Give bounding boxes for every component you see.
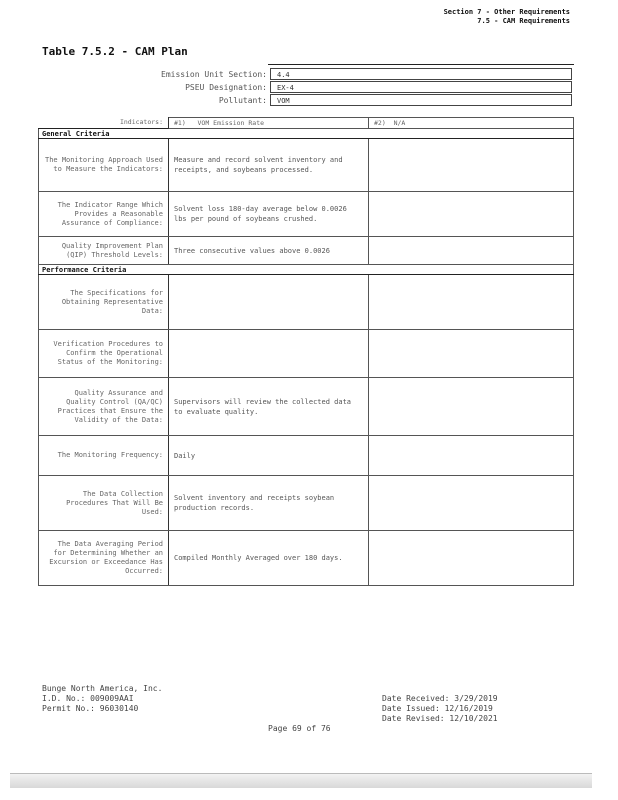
row-label: Quality Assurance and Quality Control (QA/QC) Practices that Ensure the Validity of the Data: <box>39 378 169 436</box>
table-row <box>39 275 574 330</box>
page-title: Table 7.5.2 - CAM Plan <box>42 45 188 58</box>
table-row <box>39 330 574 378</box>
row-value: Measure and record solvent inventory and receipts, and soybeans processed. <box>169 139 369 192</box>
row-value-2 <box>369 476 574 531</box>
row-value-2 <box>369 275 574 330</box>
pseu-label: PSEU Designation: <box>185 83 267 92</box>
pollutant-label: Pollutant: <box>218 96 267 105</box>
performance-criteria-heading: Performance Criteria <box>39 265 574 275</box>
indicators-label: Indicators: <box>39 118 169 129</box>
row-value: Supervisors will review the collected data to evaluate quality. <box>169 378 369 436</box>
row-label: The Monitoring Frequency: <box>39 436 169 476</box>
page-number: Page 69 of 76 <box>268 724 331 733</box>
row-value: Daily <box>169 436 369 476</box>
footer-issued: Date Issued: 12/16/2019 <box>382 704 493 713</box>
footer-company: Bunge North America, Inc. <box>42 684 163 693</box>
general-criteria-heading: General Criteria <box>39 129 574 139</box>
row-value-2 <box>369 139 574 192</box>
footer-revised: Date Revised: 12/10/2021 <box>382 714 498 723</box>
indicator-2-value: N/A <box>393 119 406 127</box>
row-value: Solvent inventory and receipts soybean production records. <box>169 476 369 531</box>
running-header <box>444 8 570 26</box>
indicator-2-number: #2) <box>374 119 386 127</box>
indicator-1 <box>169 118 369 129</box>
header-section: Section 7 - Other Requirements <box>443 8 570 16</box>
table-row <box>39 436 574 476</box>
table-row <box>39 378 574 436</box>
footer-permit: Permit No.: 96030140 <box>42 704 139 713</box>
indicators-row <box>39 118 574 129</box>
table-row <box>39 192 574 237</box>
footer-id: I.D. No.: 009009AAI <box>42 694 134 703</box>
row-value <box>169 330 369 378</box>
emission-unit-value: 4.4 <box>270 68 572 80</box>
row-value: Solvent loss 180-day average below 0.0026 lbs per pound of soybeans crushed. <box>169 192 369 237</box>
page-edge-shadow <box>10 773 592 788</box>
section-row <box>39 265 574 275</box>
pseu-value: EX-4 <box>270 81 572 93</box>
cam-plan-table <box>38 117 574 586</box>
emission-unit-label: Emission Unit Section: <box>161 70 267 79</box>
table-row <box>39 476 574 531</box>
row-value: Three consecutive values above 0.0026 <box>169 237 369 265</box>
row-label: The Data Collection Procedures That Will Be Used: <box>39 476 169 531</box>
indicator-1-value: VOM Emission Rate <box>197 119 265 127</box>
footer-received: Date Received: 3/29/2019 <box>382 694 498 703</box>
header-subsection: 7.5 - CAM Requirements <box>477 17 570 25</box>
row-value-2 <box>369 531 574 586</box>
pollutant-value: VOM <box>270 94 572 106</box>
table-row <box>39 139 574 192</box>
row-label: The Monitoring Approach Used to Measure the Indicators: <box>39 139 169 192</box>
rule-line <box>268 64 574 65</box>
row-value-2 <box>369 378 574 436</box>
row-label: The Specifications for Obtaining Representative Data: <box>39 275 169 330</box>
row-value-2 <box>369 436 574 476</box>
row-label: Verification Procedures to Confirm the Operational Status of the Monitoring: <box>39 330 169 378</box>
table-row <box>39 531 574 586</box>
row-value: Compiled Monthly Averaged over 180 days. <box>169 531 369 586</box>
indicator-1-number: #1) <box>174 119 186 127</box>
row-value <box>169 275 369 330</box>
footer-right <box>382 694 498 724</box>
footer-left <box>42 684 162 714</box>
indicator-2 <box>369 118 574 129</box>
row-label: The Data Averaging Period for Determining Whether an Excursion or Exceedance Has Occurred: <box>39 531 169 586</box>
row-value-2 <box>369 237 574 265</box>
row-value-2 <box>369 330 574 378</box>
row-value-2 <box>369 192 574 237</box>
section-row <box>39 129 574 139</box>
table-row <box>39 237 574 265</box>
row-label: Quality Improvement Plan (QIP) Threshold Levels: <box>39 237 169 265</box>
row-label: The Indicator Range Which Provides a Reasonable Assurance of Compliance: <box>39 192 169 237</box>
